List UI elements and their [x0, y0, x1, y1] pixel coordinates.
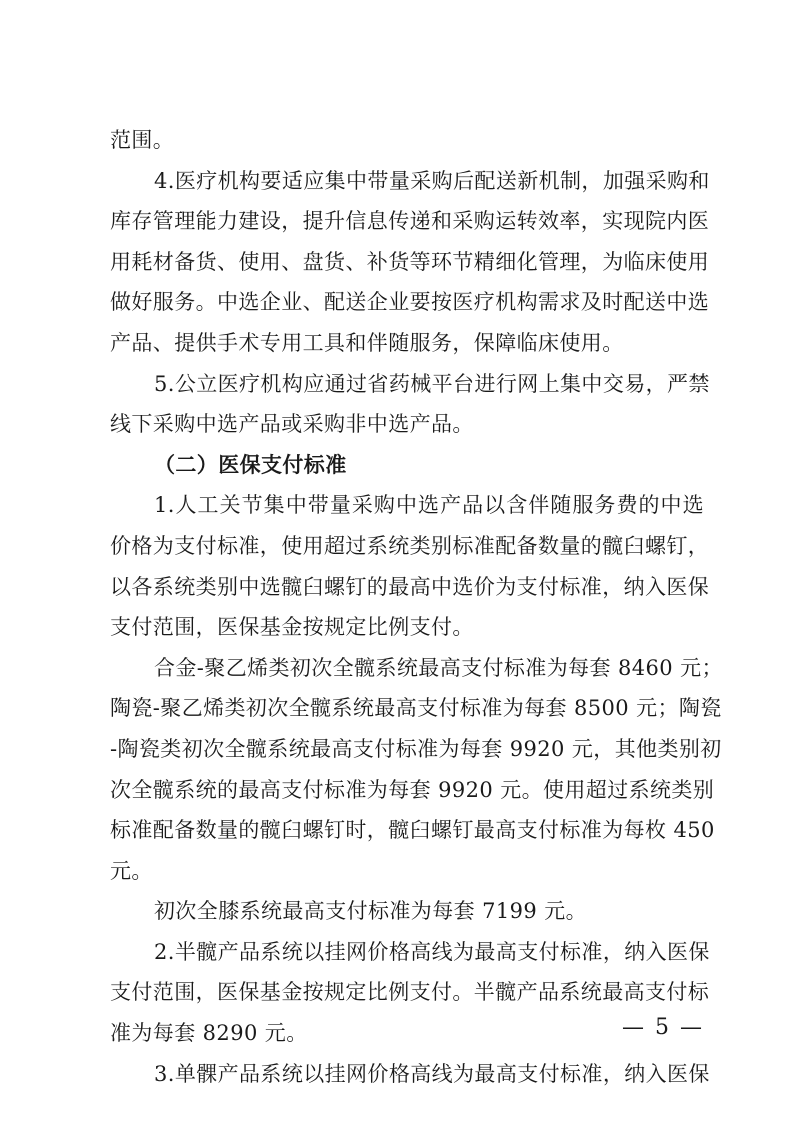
paragraph-line: 支付范围，医保基金按规定比例支付。 — [110, 615, 474, 640]
paragraph-line: 范围。 — [110, 128, 175, 152]
paragraph-line: 1.人工关节集中带量采购中选产品以含伴随服务费的中选 — [154, 493, 704, 518]
paragraph-line: 合金-聚乙烯类初次全髋系统最高支付标准为每套 8460 元； — [154, 655, 723, 680]
paragraph-line: 4.医疗机构要适应集中带量采购后配送新机制，加强采购和 — [154, 168, 710, 193]
paragraph-line: 用耗材备货、使用、盘货、补货等环节精细化管理，为临床使用 — [110, 249, 710, 274]
paragraph-line: -陶瓷类初次全髋系统最高支付标准为每套 9920 元，其他类别初 — [110, 736, 722, 761]
paragraph-line: 3.单髁产品系统以挂网价格高线为最高支付标准，纳入医保 — [154, 1061, 710, 1086]
paragraph-line: 元。 — [110, 858, 153, 883]
document-body — [110, 120, 723, 1094]
paragraph-line: 次全髋系统的最高支付标准为每套 9920 元。使用超过系统类别 — [110, 777, 715, 802]
page-number: — 5 — — [622, 1015, 704, 1040]
paragraph-line: 初次全膝系统最高支付标准为每套 7199 元。 — [154, 899, 587, 924]
paragraph-line: 2.半髋产品系统以挂网价格高线为最高支付标准，纳入医保 — [154, 939, 710, 964]
paragraph-line: 库存管理能力建设，提升信息传递和采购运转效率，实现院内医 — [110, 209, 710, 234]
section-heading: （二）医保支付标准 — [154, 452, 347, 477]
paragraph-line: 陶瓷-聚乙烯类初次全髋系统最高支付标准为每套 8500 元；陶瓷 — [110, 696, 722, 721]
paragraph-line: 5.公立医疗机构应通过省药械平台进行网上集中交易，严禁 — [154, 371, 710, 396]
paragraph-line: 线下采购中选产品或采购非中选产品。 — [110, 412, 474, 437]
paragraph-line: 以各系统类别中选髋臼螺钉的最高中选价为支付标准，纳入医保 — [110, 574, 710, 599]
paragraph-line: 做好服务。中选企业、配送企业要按医疗机构需求及时配送中选 — [110, 290, 710, 315]
paragraph-line: 准为每套 8290 元。 — [110, 1021, 308, 1046]
paragraph-line: 标准配备数量的髋臼螺钉时，髋臼螺钉最高支付标准为每枚 450 — [110, 818, 715, 843]
paragraph-line: 产品、提供手术专用工具和伴随服务，保障临床使用。 — [110, 330, 624, 355]
paragraph-line: 支付范围，医保基金按规定比例支付。半髋产品系统最高支付标 — [110, 980, 710, 1005]
paragraph-line: 价格为支付标准，使用超过系统类别标准配备数量的髋臼螺钉， — [110, 533, 710, 558]
